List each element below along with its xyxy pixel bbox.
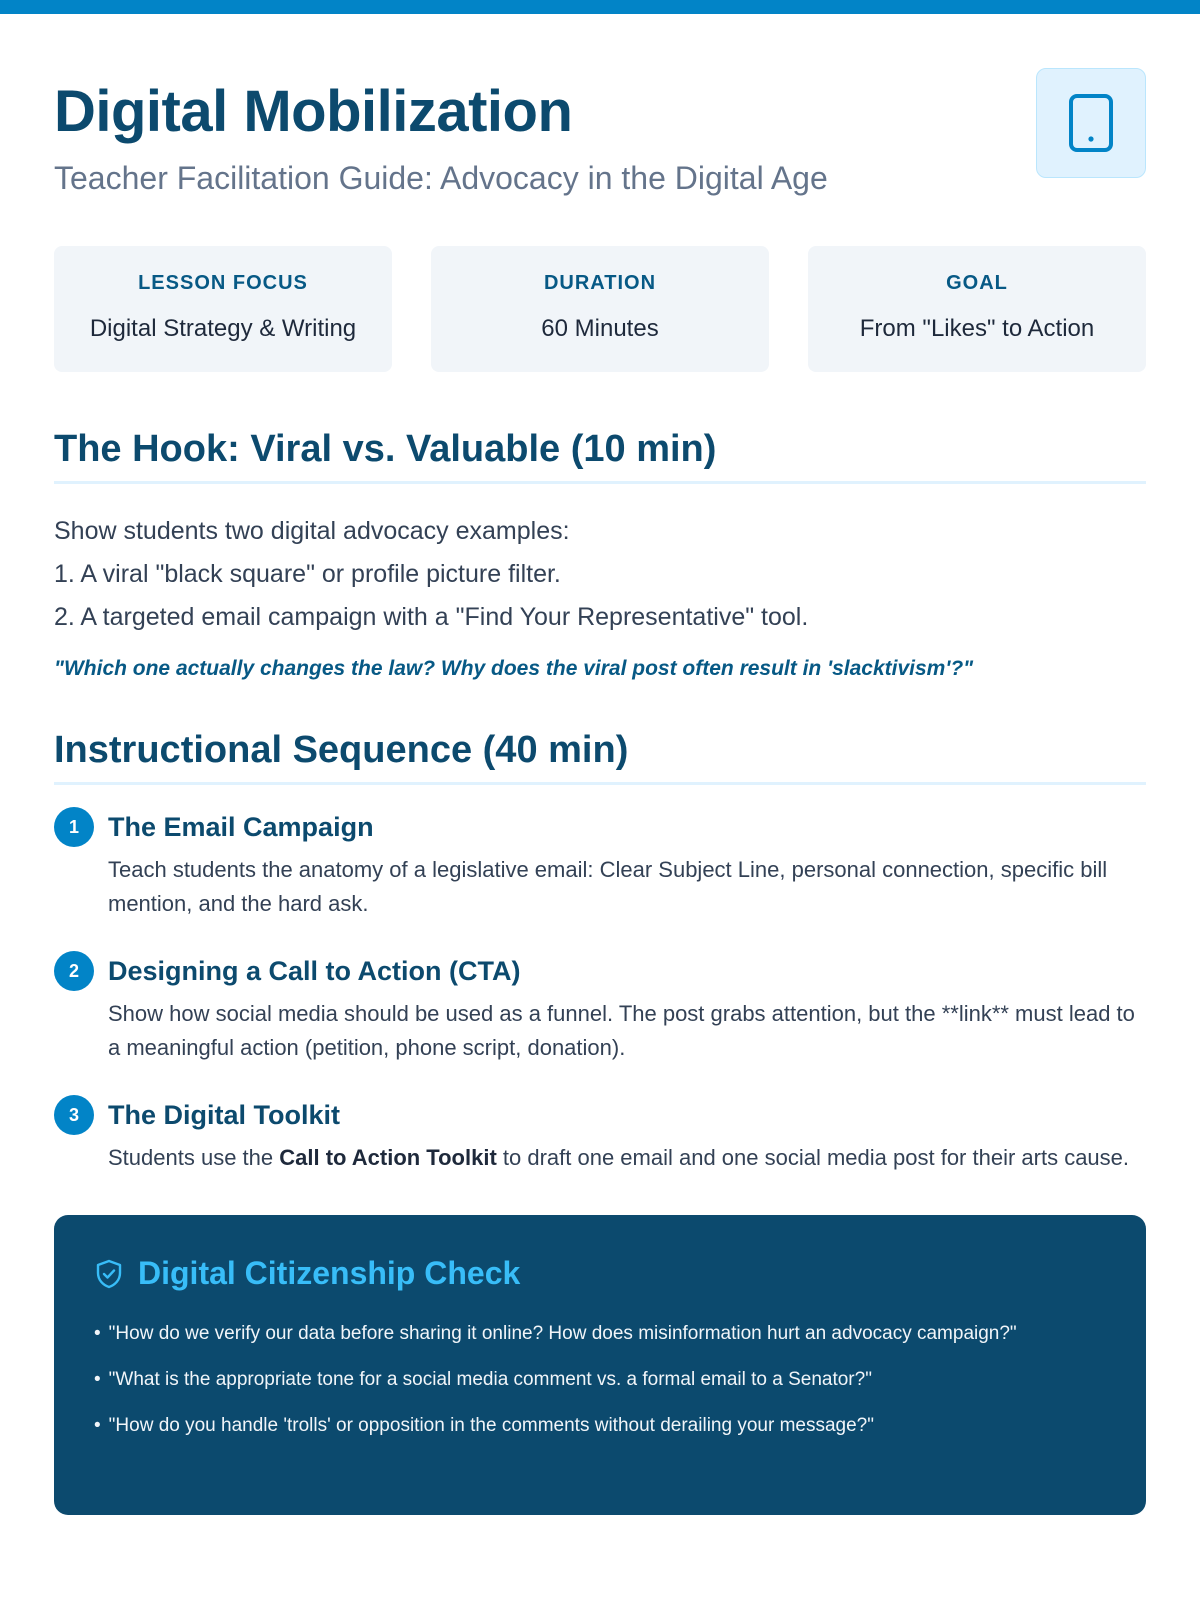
hook-line: 1. A viral "black square" or profile picture filter.	[54, 560, 561, 588]
card-label: LESSON FOCUS	[138, 272, 308, 294]
step-title: The Email Campaign	[108, 812, 374, 842]
shield-check-icon	[94, 1258, 124, 1290]
step-number-badge: 1	[54, 807, 94, 847]
sequence-section-title: Instructional Sequence (40 min)	[54, 729, 1146, 785]
question-list	[94, 1320, 1106, 1440]
step-number-badge: 3	[54, 1095, 94, 1135]
step-item	[54, 1095, 1146, 1175]
hook-line: 2. A targeted email campaign with a "Find Your Representative" tool.	[54, 603, 809, 631]
list-item	[94, 1366, 1106, 1394]
step-description-text: Students use the	[108, 1145, 280, 1170]
step-item	[54, 807, 1146, 921]
hook-question: "Which one actually changes the law? Why does the viral post often result in 'slacktivism'?"	[54, 657, 974, 680]
step-title: The Digital Toolkit	[108, 1100, 340, 1130]
card-lesson-focus	[54, 246, 392, 372]
hook-line: Show students two digital advocacy examples:	[54, 517, 570, 545]
card-label: GOAL	[946, 272, 1008, 294]
bullet: •	[94, 1369, 101, 1390]
card-value: 60 Minutes	[541, 315, 659, 342]
tablet-icon-box	[1036, 68, 1146, 178]
summary-cards	[54, 246, 1146, 372]
question-text: "How do we verify our data before sharing it online? How does misinformation hurt an advocacy campaign?"	[108, 1323, 1017, 1344]
card-goal	[808, 246, 1146, 372]
step-description: Teach students the anatomy of a legislative email: Clear Subject Line, personal connection, specific bill mention, and the hard ask.	[108, 857, 1108, 916]
step-item	[54, 951, 1146, 1065]
panel-title: Digital Citizenship Check	[138, 1255, 521, 1291]
card-value: From "Likes" to Action	[859, 315, 1095, 342]
bullet: •	[94, 1415, 101, 1436]
hook-body	[54, 510, 1146, 639]
card-label: DURATION	[543, 272, 657, 294]
instruction-steps	[54, 807, 1146, 1175]
list-item	[94, 1320, 1106, 1348]
question-text: "What is the appropriate tone for a social media comment vs. a formal email to a Senator?"	[108, 1369, 872, 1390]
page	[0, 14, 1200, 1515]
hook-section-title: The Hook: Viral vs. Valuable (10 min)	[54, 428, 1146, 484]
panel-header	[94, 1255, 1106, 1292]
step-description-text: to draft one email and one social media post for their arts cause.	[496, 1145, 1130, 1170]
header	[54, 14, 1146, 246]
card-duration	[431, 246, 769, 372]
bullet: •	[94, 1323, 101, 1344]
page-subtitle: Teacher Facilitation Guide: Advocacy in the Digital Age	[54, 160, 828, 196]
page-title: Digital Mobilization	[54, 79, 573, 144]
card-value: Digital Strategy & Writing	[89, 315, 357, 342]
top-accent-bar	[0, 0, 1200, 14]
step-description	[108, 1141, 1146, 1175]
tablet-icon	[1067, 93, 1115, 153]
step-number-badge: 2	[54, 951, 94, 991]
digital-citizenship-panel	[54, 1215, 1146, 1515]
step-description: Show how social media should be used as a funnel. The post grabs attention, but the **link** must lead to a meaningful action (petition, phone script, donation).	[108, 1001, 1135, 1060]
question-text: "How do you handle 'trolls' or opposition in the comments without derailing your message?"	[108, 1415, 874, 1436]
toolkit-name: Call to Action Toolkit	[279, 1145, 497, 1170]
list-item	[94, 1412, 1106, 1440]
step-title: Designing a Call to Action (CTA)	[108, 956, 521, 986]
